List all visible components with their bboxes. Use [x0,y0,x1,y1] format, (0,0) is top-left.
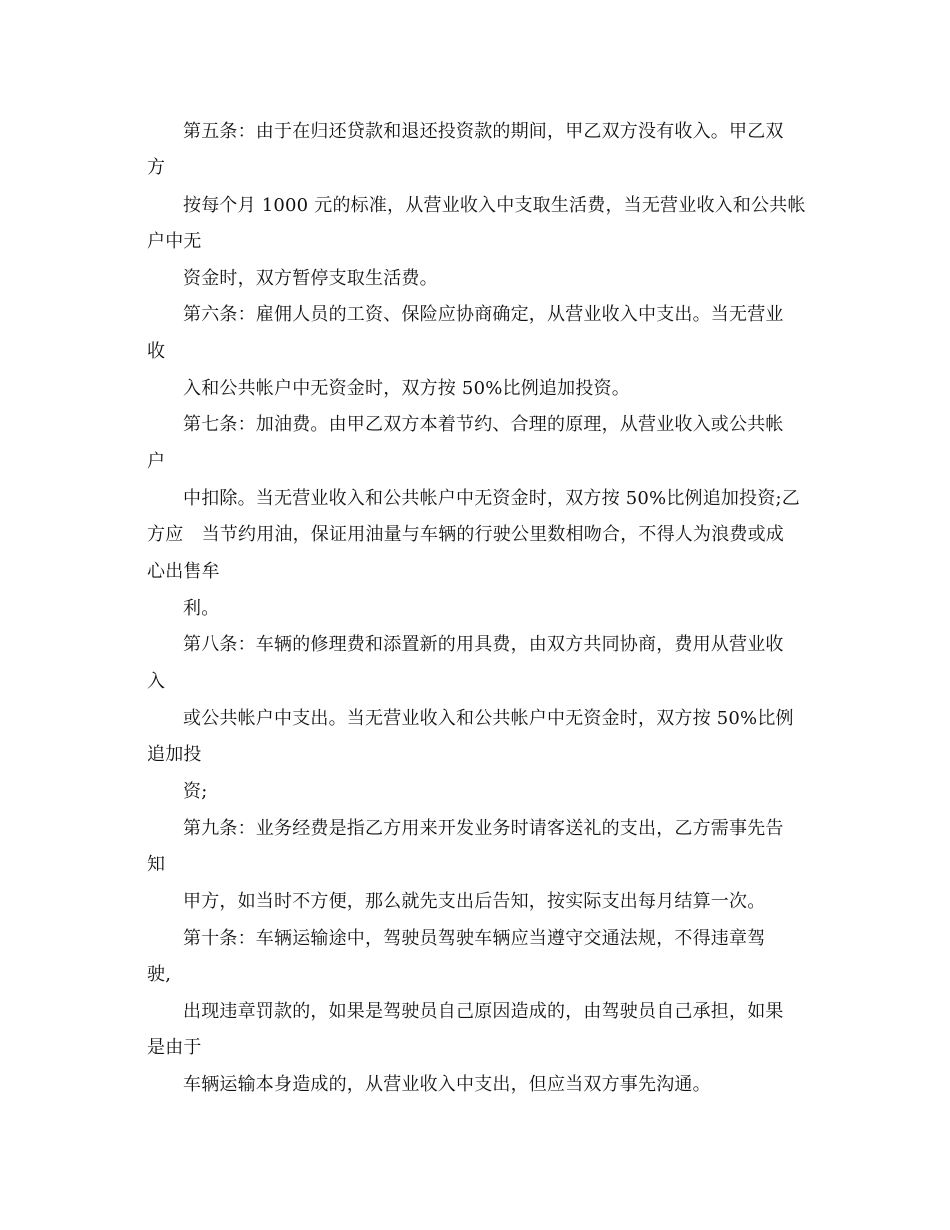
text-line: 出现违章罚款的，如果是驾驶员自己原因造成的，由驾驶员自己承担，如果 [183,1001,784,1022]
text-line: 是由于 [147,1037,202,1058]
text-line: 第十条：车辆运输途中，驾驶员驾驶车辆应当遵守交通法规，不得违章驾 [183,928,766,949]
text-line: 或公共帐户中支出。当无营业收入和公共帐户中无资金时，双方按 50%比例 [183,708,794,729]
text-line: 第七条：加油费。由甲乙双方本着节约、合理的原理，从营业收入或公共帐 [183,414,784,435]
text-line: 追加投 [147,744,202,765]
text-line: 第八条：车辆的修理费和添置新的用具费，由双方共同协商，费用从营业收 [183,634,784,655]
text-line: 方 [147,157,166,178]
text-line: 收 [147,341,166,362]
text-line: 甲方，如当时不方便，那么就先支出后告知，按实际支出每月结算一次。 [183,891,766,912]
text-line: 资金时，双方暂停支取生活费。 [183,268,438,289]
text-line: 入和公共帐户中无资金时，双方按 50%比例追加投资。 [183,378,630,399]
text-line: 资; [183,781,208,802]
text-line: 知 [147,854,166,875]
text-line: 按每个月 1000 元的标准，从营业收入中支取生活费，当无营业收入和公共帐 [183,195,806,216]
text-line: 入 [147,671,166,692]
text-line: 第六条：雇佣人员的工资、保险应协商确定，从营业收入中支出。当无营业 [183,304,784,325]
text-line: 方应 当节约用油，保证用油量与车辆的行驶公里数相吻合，不得人为浪费或成 [147,524,784,545]
text-line: 户 [147,451,166,472]
text-line: 车辆运输本身造成的，从营业收入中支出，但应当双方事先沟通。 [183,1074,711,1095]
text-line: 利。 [183,598,220,619]
text-line: 户中无 [147,231,202,252]
text-line: 中扣除。当无营业收入和公共帐户中无资金时，双方按 50%比例追加投资;乙 [183,488,800,509]
text-line: 心出售牟 [147,561,220,582]
text-line: 驶, [147,964,172,985]
text-line: 第五条：由于在归还贷款和退还投资款的期间，甲乙双方没有收入。甲乙双 [183,121,784,142]
text-line: 第九条：业务经费是指乙方用来开发业务时请客送礼的支出，乙方需事先告 [183,818,784,839]
